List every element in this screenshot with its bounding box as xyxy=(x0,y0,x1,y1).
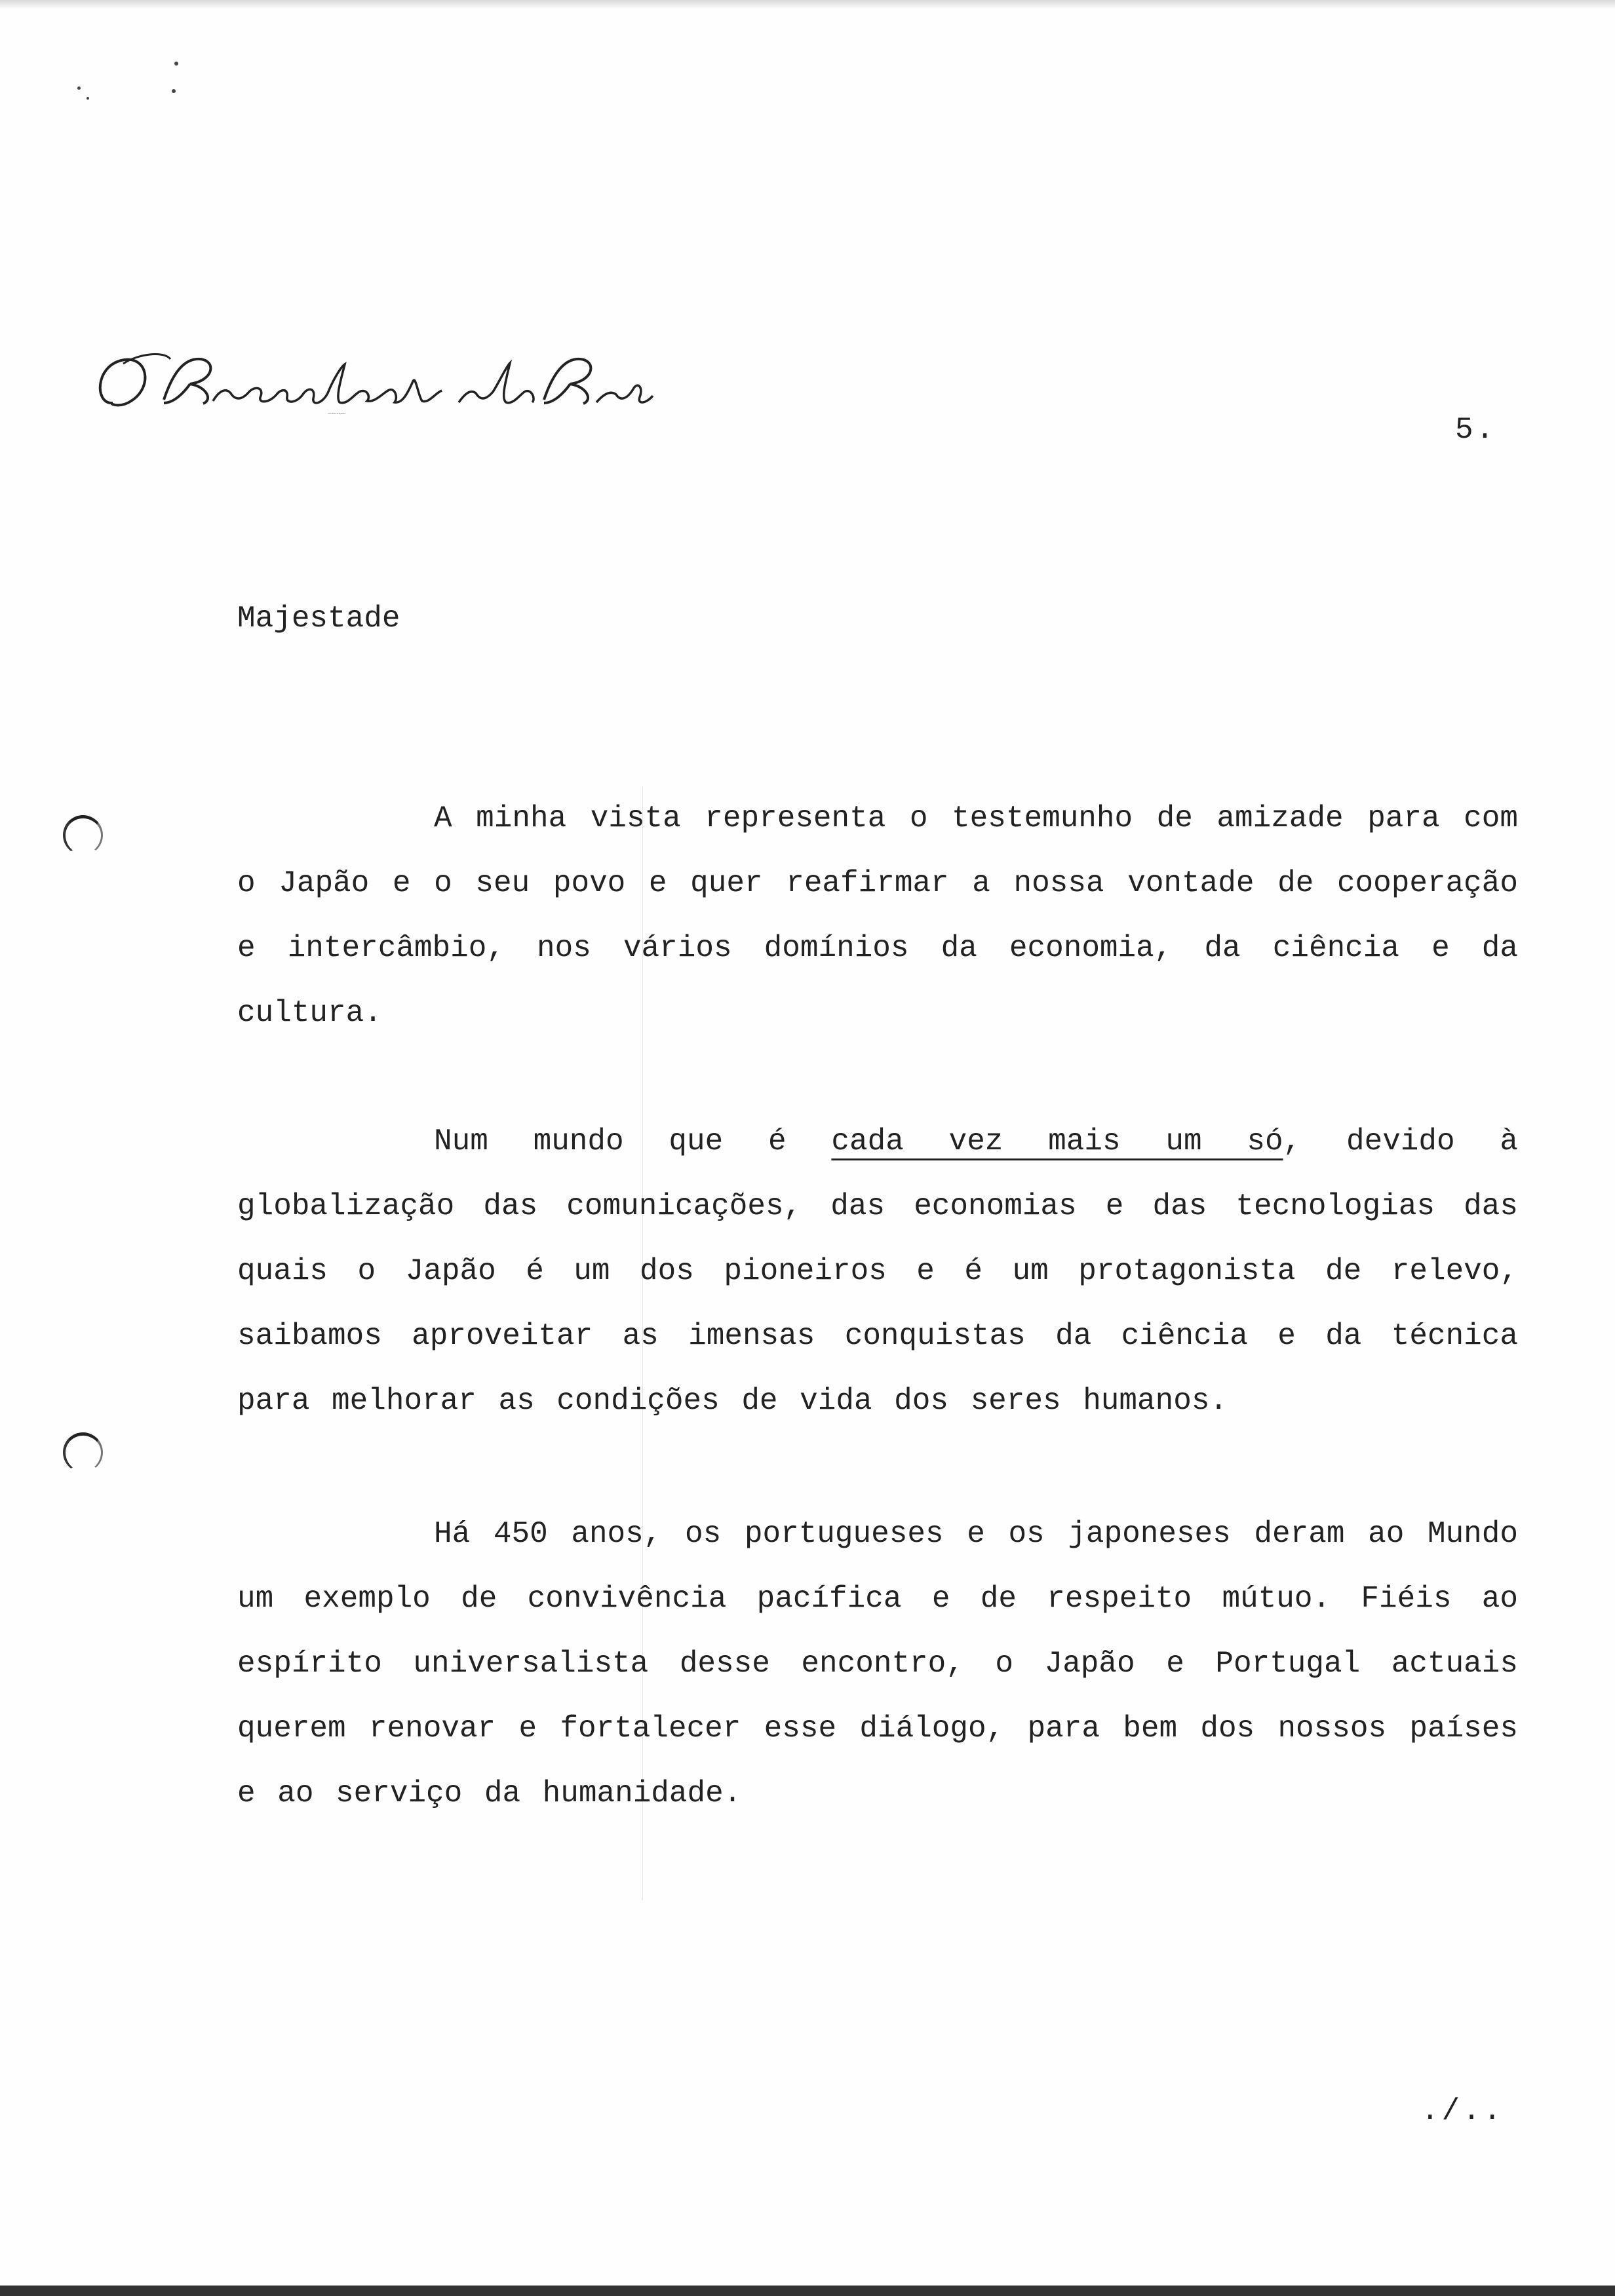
paragraph-globalization xyxy=(237,1109,1518,1434)
letterhead-script xyxy=(92,341,662,419)
underlined-phrase: cada vez mais um só xyxy=(831,1124,1283,1158)
page-number: 5. xyxy=(1455,413,1497,447)
scan-speck xyxy=(77,86,81,90)
paragraph-history: Há 450 anos, os portugueses e os japoneses deram ao Mundo um exemplo de convivência pacífica e de respeito mútuo. Fiéis ao espírito universalista desse encontro, o Japão e Portugal actuais querem renovar e fortalecer esse diálogo, para bem dos nossos países e ao serviço da humanidade. xyxy=(237,1517,1518,1810)
scan-bottom-edge xyxy=(0,2286,1615,2296)
paragraph-globalization-rest: , devido à globalização das comunicações, das economias e das tecnologias das quais o Japão é um dos pioneiros e é um protagonista de relevo, saibamos aproveitar as imensas conquistas da ciência e da técnica para melhorar as condições de vida dos seres humanos. xyxy=(237,1124,1518,1418)
scan-top-edge xyxy=(0,0,1615,9)
salutation: Majestade xyxy=(237,602,400,636)
continuation-mark: ./.. xyxy=(1421,2094,1504,2128)
punch-hole-mark xyxy=(63,1432,103,1472)
paragraph-globalization-start: Num mundo que é xyxy=(434,1124,832,1158)
scan-speck xyxy=(87,97,89,100)
paragraph-friendship: A minha vista representa o testemunho de amizade para com o Japão e o seu povo e quer reafirmar a nossa vontade de cooperação e intercâmbio, nos vários domínios da economia, da ciência e da cultura. xyxy=(237,801,1518,1030)
letterhead-text: O Presidente da República xyxy=(328,413,346,415)
scan-speck xyxy=(172,89,176,93)
scan-speck xyxy=(174,62,178,66)
punch-hole-mark xyxy=(63,815,103,855)
